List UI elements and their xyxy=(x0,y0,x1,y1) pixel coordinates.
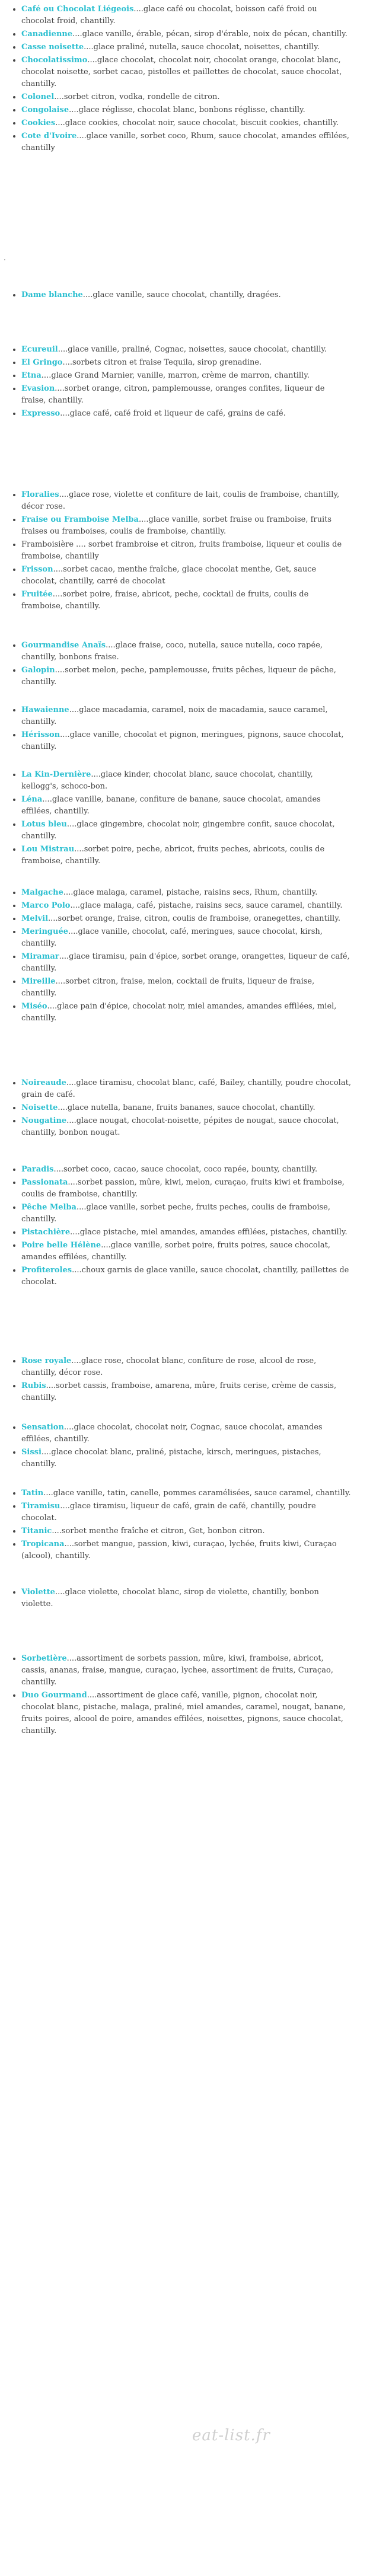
dessert-description: ....glace café, café froid et liqueur de café, grains de café. xyxy=(60,409,286,418)
dessert-description: ....assortiment de sorbets passion, mûre, kiwi, framboise, abricot, cassis, ananas, fraise, mangue, curaçao, lychee, assortiment de fruits, Curaçao, chantilly. xyxy=(21,1654,334,1687)
menu-group xyxy=(0,769,373,869)
dessert-name[interactable]: La Kin-Dernière xyxy=(21,770,91,779)
dessert-description: ....sorbet cassis, framboise, amarena, mûre, fruits cerise, crème de cassis, chantilly. xyxy=(21,1381,337,1402)
menu-item xyxy=(21,1447,373,1470)
menu-item xyxy=(21,1380,373,1404)
dessert-description: ....glace vanille, chocolat, café, meringues, sauce chocolat, kirsh, chantilly. xyxy=(21,927,323,948)
menu-item xyxy=(21,408,373,420)
dessert-name[interactable]: Paradis xyxy=(21,1165,54,1174)
dessert-name[interactable]: Léna xyxy=(21,795,43,804)
dessert-description: ....glace praliné, nutella, sauce chocolat, noisettes, chantilly. xyxy=(84,43,320,52)
menu-item xyxy=(21,1538,373,1562)
dessert-name[interactable]: Lotus bleu xyxy=(21,820,67,829)
menu-item xyxy=(21,104,373,116)
menu-item xyxy=(21,1227,373,1238)
dessert-description: ....glace pain d'épice, chocolat noir, miel amandes, amandes effilées, miel, chantilly. xyxy=(21,1002,337,1023)
dessert-name[interactable]: Chocolatissimo xyxy=(21,56,88,65)
dessert-description: ....glace tiramisu, liqueur de café, grain de café, chantilly, poudre chocolat. xyxy=(21,1502,316,1522)
menu-item xyxy=(21,1077,373,1101)
dessert-description: ....sorbet passion, mûre, kiwi, melon, curaçao, fruits kiwi et framboise, coulis de framboise, chantilly. xyxy=(21,1178,345,1199)
dessert-description: ....glace chocolat, chocolat noir, chocolat orange, chocolat blanc, chocolat noisette, sorbet cacao, pistolles et paillettes de chocolat, sauce chocolat, chantilly. xyxy=(21,56,342,88)
menu-item xyxy=(21,1001,373,1024)
dessert-description: ....glace tiramisu, chocolat blanc, café, Bailey, chantilly, poudre chocolat, grain de café. xyxy=(21,1078,351,1099)
dessert-name[interactable]: Sorbetière xyxy=(21,1654,67,1663)
menu-group xyxy=(0,640,373,690)
dessert-name[interactable]: Rose royale xyxy=(21,1356,72,1365)
menu-item xyxy=(21,1653,373,1688)
menu-group xyxy=(0,1077,373,1140)
dessert-description: ....glace macadamia, caramel, noix de macadamia, sauce caramel, chantilly. xyxy=(21,706,328,726)
dessert-description: ....glace rose, chocolat blanc, confiture de rose, alcool de rose, chantilly, décor rose. xyxy=(21,1356,317,1377)
menu-item xyxy=(21,28,373,40)
dessert-description: ....glace gingembre, chocolat noir, gingembre confit, sauce chocolat, chantilly. xyxy=(21,820,335,841)
menu-item xyxy=(21,951,373,975)
dessert-name[interactable]: Noireaude xyxy=(21,1078,66,1087)
dessert-name[interactable]: Floralies xyxy=(21,490,59,499)
dessert-name[interactable]: Dame blanche xyxy=(21,291,83,299)
dessert-name[interactable]: Lou Mistrau xyxy=(21,845,75,854)
menu-group xyxy=(0,4,373,155)
dessert-description: ....sorbet melon, peche, pamplemousse, fruits pêches, liqueur de pêche, chantilly. xyxy=(21,666,336,687)
dessert-name[interactable]: Pêche Melba xyxy=(21,1203,76,1212)
dessert-name[interactable]: Fruitée xyxy=(21,590,53,599)
dessert-description: ....glace malaga, café, pistache, raisins secs, sauce caramel, chantilly. xyxy=(70,901,343,910)
dessert-name[interactable]: Gourmandise Anaïs xyxy=(21,641,106,650)
dessert-name[interactable]: Tropicana xyxy=(21,1540,65,1549)
menu-item xyxy=(21,589,373,612)
dessert-description: ....glace vanille, banane, confiture de banane, sauce chocolat, amandes effilées, chantilly. xyxy=(21,795,321,816)
menu-item xyxy=(21,926,373,950)
menu-group xyxy=(0,1587,373,1611)
dessert-description: Framboisière .... sorbet frambroise et citron, fruits framboise, liqueur et coulis de framboise, chantilly xyxy=(21,540,342,561)
dessert-description: ....sorbet mangue, passion, kiwi, curaçao, lychée, fruits kiwi, Curaçao (alcool), chantilly. xyxy=(21,1540,337,1560)
dessert-name[interactable]: Meringuée xyxy=(21,927,68,936)
menu-group xyxy=(0,1422,373,1471)
dessert-description: ....glace chocolat, chocolat noir, Cognac, sauce chocolat, amandes effilées, chantilly. xyxy=(21,1423,323,1444)
dessert-description: ....sorbet menthe fraîche et citron, Get, bonbon citron. xyxy=(52,1527,265,1536)
menu-item xyxy=(21,819,373,842)
menu-item xyxy=(21,1202,373,1225)
dessert-description: ....glace vanille, sorbet coco, Rhum, sauce chocolat, amandes effilées, chantilly xyxy=(21,132,350,152)
menu-item xyxy=(21,42,373,53)
menu-item xyxy=(21,1177,373,1201)
menu-item xyxy=(21,1487,373,1499)
menu-group xyxy=(0,1164,373,1289)
menu-item xyxy=(21,887,373,899)
dessert-name[interactable]: Colonel xyxy=(21,92,55,101)
dessert-description: ....choux garnis de glace vanille, sauce chocolat, chantilly, paillettes de chocolat. xyxy=(21,1266,349,1287)
watermark-logo: eat-list.fr xyxy=(192,2427,270,2444)
menu-item xyxy=(21,357,373,369)
menu-item xyxy=(21,913,373,925)
menu-item xyxy=(21,1355,373,1379)
dessert-name[interactable]: Violette xyxy=(21,1588,55,1597)
dessert-name[interactable]: Ecureuil xyxy=(21,345,58,354)
dessert-description: ....glace violette, chocolat blanc, sirop de violette, chantilly, bonbon violette. xyxy=(21,1588,319,1608)
dessert-name[interactable]: Tiramisu xyxy=(21,1502,60,1511)
menu-item xyxy=(21,844,373,867)
dessert-description: ....glace vanille, chocolat et pignon, meringues, pignons, sauce chocolat, chantilly. xyxy=(21,730,344,751)
dessert-description: ....glace vanille, tatin, canelle, pommes caramélisées, sauce caramel, chantilly. xyxy=(43,1489,351,1498)
menu-item xyxy=(21,344,373,356)
menu-item xyxy=(21,1240,373,1263)
dessert-description: ....glace réglisse, chocolat blanc, bonbons réglisse, chantilly. xyxy=(69,106,305,114)
dessert-name[interactable]: Tatin xyxy=(21,1489,44,1498)
dessert-name[interactable]: Cote d'Ivoire xyxy=(21,132,77,141)
dessert-description: ....glace nutella, banane, fruits bananes, sauce chocolat, chantilly. xyxy=(58,1103,315,1112)
menu-group xyxy=(0,1653,373,1738)
dessert-name[interactable]: Casse noisette xyxy=(21,43,84,52)
dessert-description: ....sorbet poire, peche, abricot, fruits peches, abricots, coulis de framboise, chantilly. xyxy=(21,845,325,866)
dessert-name[interactable]: Passionata xyxy=(21,1178,68,1187)
dessert-description: ....glace fraise, coco, nutella, sauce nutella, coco rapée, chantilly, bonbons fraise. xyxy=(21,641,323,662)
dessert-name[interactable]: Evasion xyxy=(21,384,55,393)
dessert-description: ....glace vanille, sorbet peche, fruits peches, coulis de framboise, chantilly. xyxy=(21,1203,330,1224)
menu-item xyxy=(21,665,373,688)
menu-item xyxy=(21,729,373,753)
menu-group xyxy=(0,344,373,421)
dessert-name[interactable]: Frisson xyxy=(21,565,53,574)
menu-item xyxy=(21,91,373,103)
dessert-name[interactable]: Café ou Chocolat Liégeois xyxy=(21,5,134,14)
menu-group xyxy=(0,489,373,614)
dessert-name[interactable]: Mireille xyxy=(21,977,56,986)
menu-item xyxy=(21,1265,373,1288)
dessert-name[interactable]: Congolaise xyxy=(21,106,69,114)
menu-item xyxy=(21,900,373,912)
dessert-description: ....glace chocolat blanc, praliné, pistache, kirsch, meringues, pistaches, chantilly. xyxy=(21,1448,321,1469)
stray-dot: . xyxy=(4,254,6,262)
dessert-description: ....glace vanille, sorbet poire, fruits poires, sauce chocolat, amandes effilées, chantilly. xyxy=(21,1241,331,1262)
menu-item xyxy=(21,383,373,407)
dessert-name[interactable]: Hawaienne xyxy=(21,706,69,714)
menu-item xyxy=(21,117,373,129)
dessert-name[interactable]: Pistachière xyxy=(21,1228,71,1237)
dessert-name[interactable]: Galopin xyxy=(21,666,55,675)
menu-item xyxy=(21,539,373,563)
dessert-name[interactable]: Fraise ou Framboise Melba xyxy=(21,515,139,524)
menu-item xyxy=(21,1422,373,1445)
dessert-name[interactable]: Hérisson xyxy=(21,730,60,739)
dessert-description: ....sorbet orange, fraise, citron, coulis de framboise, oranegettes, chantilly. xyxy=(48,914,340,923)
dessert-name[interactable]: Profiteroles xyxy=(21,1266,72,1275)
menu-item xyxy=(21,130,373,154)
dessert-description: ....glace vanille, érable, pécan, sirop d'érable, noix de pécan, chantilly. xyxy=(72,30,348,39)
dessert-description: ....glace café ou chocolat, boisson café froid ou chocolat froid, chantilly. xyxy=(21,5,317,25)
dessert-description: ....glace kinder, chocolat blanc, sauce chocolat, chantilly, kellogg's, schoco-bon. xyxy=(21,770,313,791)
dessert-name[interactable]: Nougatine xyxy=(21,1116,67,1125)
menu-item xyxy=(21,1115,373,1139)
menu-group xyxy=(0,1487,373,1563)
dessert-description: ....glace vanille, sorbet fraise ou framboise, fruits fraises ou framboises, coulis de framboise, chantilly. xyxy=(21,515,332,536)
menu-item xyxy=(21,564,373,588)
menu-group xyxy=(0,289,373,302)
dessert-name[interactable]: Marco Polo xyxy=(21,901,71,910)
dessert-description: ....sorbets citron et fraise Tequila, sirop grenadine. xyxy=(62,358,262,367)
dessert-name[interactable]: El Gringo xyxy=(21,358,63,367)
menu-item xyxy=(21,1587,373,1610)
dessert-name[interactable]: Poire belle Hélène xyxy=(21,1241,101,1250)
dessert-description: ....sorbet poire, fraise, abricot, peche, cocktail de fruits, coulis de framboise, chantilly. xyxy=(21,590,309,611)
dessert-description: ....sorbet orange, citron, pamplemousse, oranges confites, liqueur de fraise, chantilly. xyxy=(21,384,325,405)
dessert-name[interactable]: Melvil xyxy=(21,914,49,923)
dessert-description: ....sorbet coco, cacao, sauce chocolat, coco rapée, bounty, chantilly. xyxy=(53,1165,318,1174)
dessert-name[interactable]: Miséo xyxy=(21,1002,47,1011)
dessert-description: ....glace Grand Marnier, vanille, marron, crème de marron, chantilly. xyxy=(41,371,310,380)
menu-item xyxy=(21,489,373,513)
dessert-description: ....glace nougat, chocolat-noisette, pépites de nougat, sauce chocolat, chantilly, bonbon nougat. xyxy=(21,1116,339,1137)
dessert-name[interactable]: Titanic xyxy=(21,1527,52,1536)
menu-group xyxy=(0,1355,373,1405)
menu-item xyxy=(21,55,373,90)
menu-item xyxy=(21,370,373,382)
dessert-name[interactable]: Duo Gourmand xyxy=(21,1691,87,1700)
menu-item xyxy=(21,514,373,538)
menu-item xyxy=(21,1525,373,1537)
dessert-name[interactable]: Rubis xyxy=(21,1381,46,1390)
menu-item xyxy=(21,640,373,663)
dessert-description: ....assortiment de glace café, vanille, pignon, chocolat noir, chocolat blanc, pistache, malaga, praliné, miel amandes, caramel, nougat, banane, fruits poires, alcool de poire, amandes effilées, noisettes, pignons, sauce chocolat, chantilly. xyxy=(21,1691,346,1735)
dessert-description: ....sorbet citron, vodka, rondelle de citron. xyxy=(54,92,220,101)
dessert-description: ....glace rose, violette et confiture de lait, coulis de framboise, chantilly, décor rose. xyxy=(21,490,340,511)
dessert-name[interactable]: Noisette xyxy=(21,1103,58,1112)
dessert-name[interactable]: Miramar xyxy=(21,952,59,961)
menu-item xyxy=(21,1102,373,1114)
menu-item xyxy=(21,704,373,728)
menu-item xyxy=(21,976,373,1000)
dessert-name[interactable]: Cookies xyxy=(21,119,56,127)
menu-group xyxy=(0,887,373,1026)
dessert-name[interactable]: Malgache xyxy=(21,888,63,897)
dessert-name[interactable]: Canadienne xyxy=(21,30,73,39)
dessert-description: ....glace vanille, sauce chocolat, chantilly, dragées. xyxy=(82,291,281,299)
menu-item xyxy=(21,4,373,27)
menu-group xyxy=(0,704,373,754)
dessert-name[interactable]: Expresso xyxy=(21,409,60,418)
menu-item xyxy=(21,769,373,793)
menu-item xyxy=(21,1164,373,1176)
dessert-description: ....glace vanille, praliné, Cognac, noisettes, sauce chocolat, chantilly. xyxy=(58,345,327,354)
dessert-description: ....glace malaga, caramel, pistache, raisins secs, Rhum, chantilly. xyxy=(63,888,318,897)
dessert-description: ....glace pistache, miel amandes, amandes effilées, pistaches, chantilly. xyxy=(70,1228,348,1237)
menu-item xyxy=(21,1501,373,1524)
dessert-name[interactable]: Etna xyxy=(21,371,42,380)
dessert-name[interactable]: Sensation xyxy=(21,1423,64,1432)
menu-item xyxy=(21,289,373,301)
dessert-description: ....glace tiramisu, pain d'épice, sorbet orange, orangettes, liqueur de café, chantilly. xyxy=(21,952,350,973)
dessert-name[interactable]: Sissi xyxy=(21,1448,42,1457)
menu-item xyxy=(21,794,373,818)
dessert-description: ....sorbet cacao, menthe fraîche, glace chocolat menthe, Get, sauce chocolat, chantilly, carré de chocolat xyxy=(21,565,317,586)
dessert-description: ....glace cookies, chocolat noir, sauce chocolat, biscuit cookies, chantilly. xyxy=(55,119,339,127)
dessert-description: ....sorbet citron, fraise, melon, cocktail de fruits, liqueur de fraise, chantilly. xyxy=(21,977,315,998)
menu-item xyxy=(21,1690,373,1737)
